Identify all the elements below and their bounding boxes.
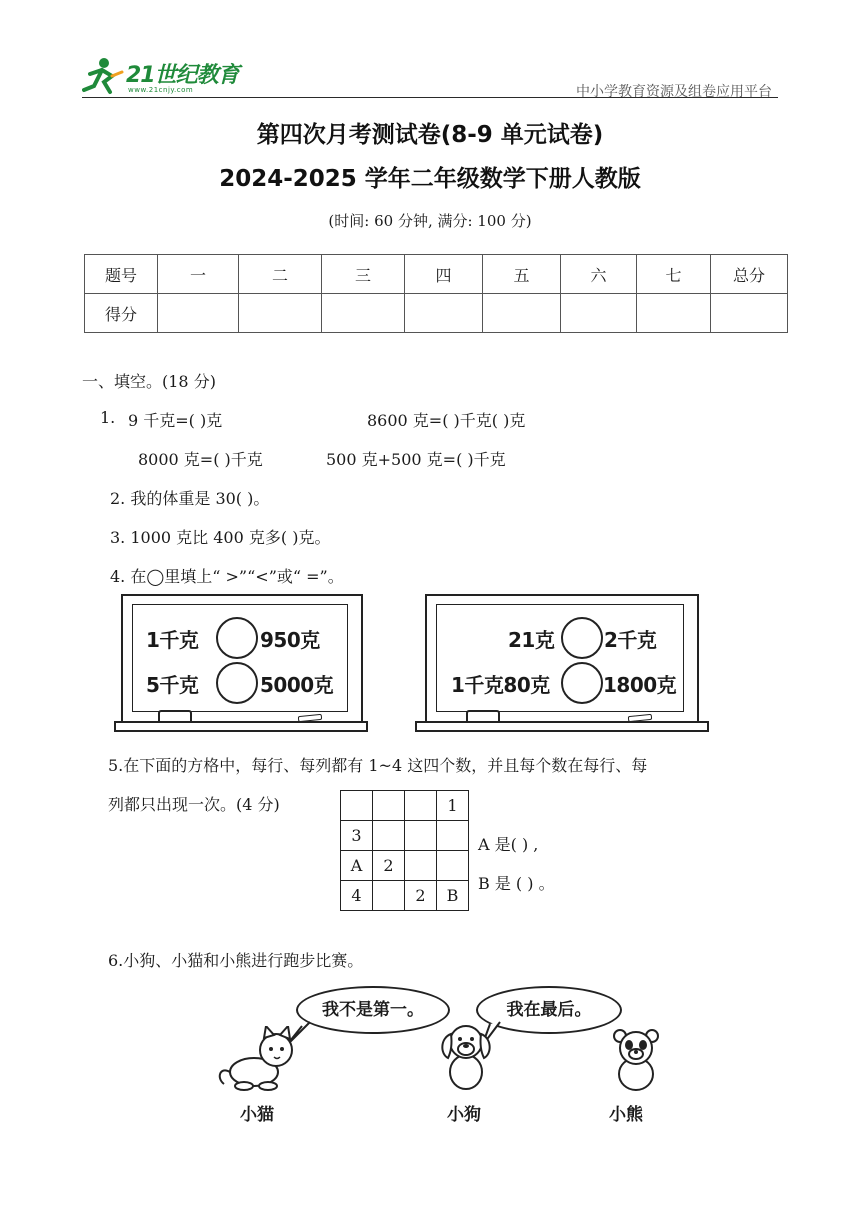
score-cell[interactable] <box>561 294 637 333</box>
bear-icon <box>608 1026 664 1092</box>
grid-cell[interactable] <box>373 821 405 851</box>
question-1a: 9 千克=( )克 <box>128 411 223 430</box>
grid-cell: 3 <box>341 821 373 851</box>
animal-label-dog: 小狗 <box>447 1105 481 1125</box>
animal-label-cat: 小猫 <box>240 1105 274 1125</box>
chalkboard-ledge <box>114 721 368 732</box>
score-col-header: 总分 <box>711 255 788 294</box>
score-col-header: 二 <box>239 255 322 294</box>
grid-cell[interactable] <box>373 881 405 911</box>
grid-row <box>341 791 469 821</box>
score-header-row <box>85 255 788 294</box>
cat-icon <box>214 1026 304 1092</box>
header-divider <box>82 97 778 98</box>
page-subtitle: 2024-2025 学年二年级数学下册人教版 <box>219 166 641 192</box>
grid-cell[interactable] <box>405 791 437 821</box>
score-table <box>84 254 788 333</box>
dog-icon <box>436 1020 496 1092</box>
board-text: 21克 <box>508 628 555 652</box>
number-grid <box>340 790 469 911</box>
grid-cell[interactable] <box>405 851 437 881</box>
score-row-header: 得分 <box>85 294 158 333</box>
section-heading: 一、填空。(18 分) <box>82 372 216 391</box>
score-cell[interactable] <box>637 294 711 333</box>
compare-circle[interactable] <box>561 662 603 704</box>
board-text: 1千克 <box>146 628 199 652</box>
grid-cell[interactable] <box>437 821 469 851</box>
grid-cell: 2 <box>373 851 405 881</box>
board-text: 2千克 <box>604 628 657 652</box>
logo-text: 21世纪教育 <box>126 63 239 88</box>
score-cell[interactable] <box>405 294 483 333</box>
answer-a: A 是( ) , <box>478 835 539 854</box>
board-text: 5000克 <box>260 673 334 697</box>
question-1d: 500 克+500 克=( )千克 <box>326 450 506 469</box>
score-col-header: 五 <box>483 255 561 294</box>
compare-circle[interactable] <box>216 662 258 704</box>
grid-row <box>341 851 469 881</box>
page-title: 第四次月考测试卷(8-9 单元试卷) <box>256 122 604 148</box>
speech-bubble-dog: 我在最后。 <box>476 986 622 1034</box>
grid-cell: 2 <box>405 881 437 911</box>
score-cell[interactable] <box>483 294 561 333</box>
board-text: 1800克 <box>603 673 677 697</box>
answer-b: B 是 ( ) 。 <box>478 874 555 893</box>
eraser-icon <box>466 710 500 723</box>
compare-circle[interactable] <box>561 617 603 659</box>
chalkboard-ledge <box>415 721 709 732</box>
grid-cell: A <box>341 851 373 881</box>
animal-label-bear: 小熊 <box>609 1105 643 1125</box>
question-5-line1: 5.在下面的方格中，每行、每列都有 1~4 这四个数，并且每个数在每行、每 <box>108 756 648 775</box>
score-cell[interactable] <box>239 294 322 333</box>
question-4: 4. 在◯里填上“ >”“<”或“ =”。 <box>110 567 344 586</box>
score-cell[interactable] <box>158 294 239 333</box>
eraser-icon <box>158 710 192 723</box>
score-col-header: 七 <box>637 255 711 294</box>
board-text: 950克 <box>260 628 320 652</box>
score-cell[interactable] <box>322 294 405 333</box>
grid-cell[interactable] <box>341 791 373 821</box>
grid-cell: 1 <box>437 791 469 821</box>
question-5-line2: 列都只出现一次。(4 分) <box>108 795 280 814</box>
score-col-header: 六 <box>561 255 637 294</box>
grid-cell[interactable] <box>373 791 405 821</box>
score-row-header: 题号 <box>85 255 158 294</box>
runner-logo-icon <box>82 56 126 96</box>
score-value-row <box>85 294 788 333</box>
grid-cell: B <box>437 881 469 911</box>
question-number: 1. <box>100 408 116 427</box>
grid-cell: 4 <box>341 881 373 911</box>
compare-circle[interactable] <box>216 617 258 659</box>
platform-name: 中小学教育资源及组卷应用平台 <box>576 84 772 100</box>
question-2: 2. 我的体重是 30( )。 <box>110 489 270 508</box>
question-6: 6.小狗、小猫和小熊进行跑步比赛。 <box>108 951 364 970</box>
score-col-header: 三 <box>322 255 405 294</box>
logo-url: www.21cnjy.com <box>128 86 194 94</box>
score-col-header: 一 <box>158 255 239 294</box>
grid-cell[interactable] <box>405 821 437 851</box>
grid-row <box>341 821 469 851</box>
grid-row <box>341 881 469 911</box>
question-1b: 8600 克=( )千克( )克 <box>367 411 526 430</box>
question-1c: 8000 克=( )千克 <box>138 450 263 469</box>
grid-cell[interactable] <box>437 851 469 881</box>
board-text: 1千克80克 <box>451 673 550 697</box>
time-info: (时间: 60 分钟, 满分: 100 分) <box>328 212 532 230</box>
score-col-header: 四 <box>405 255 483 294</box>
question-3: 3. 1000 克比 400 克多( )克。 <box>110 528 331 547</box>
speech-bubble-cat: 我不是第一。 <box>296 986 450 1034</box>
score-cell[interactable] <box>711 294 788 333</box>
board-text: 5千克 <box>146 673 199 697</box>
